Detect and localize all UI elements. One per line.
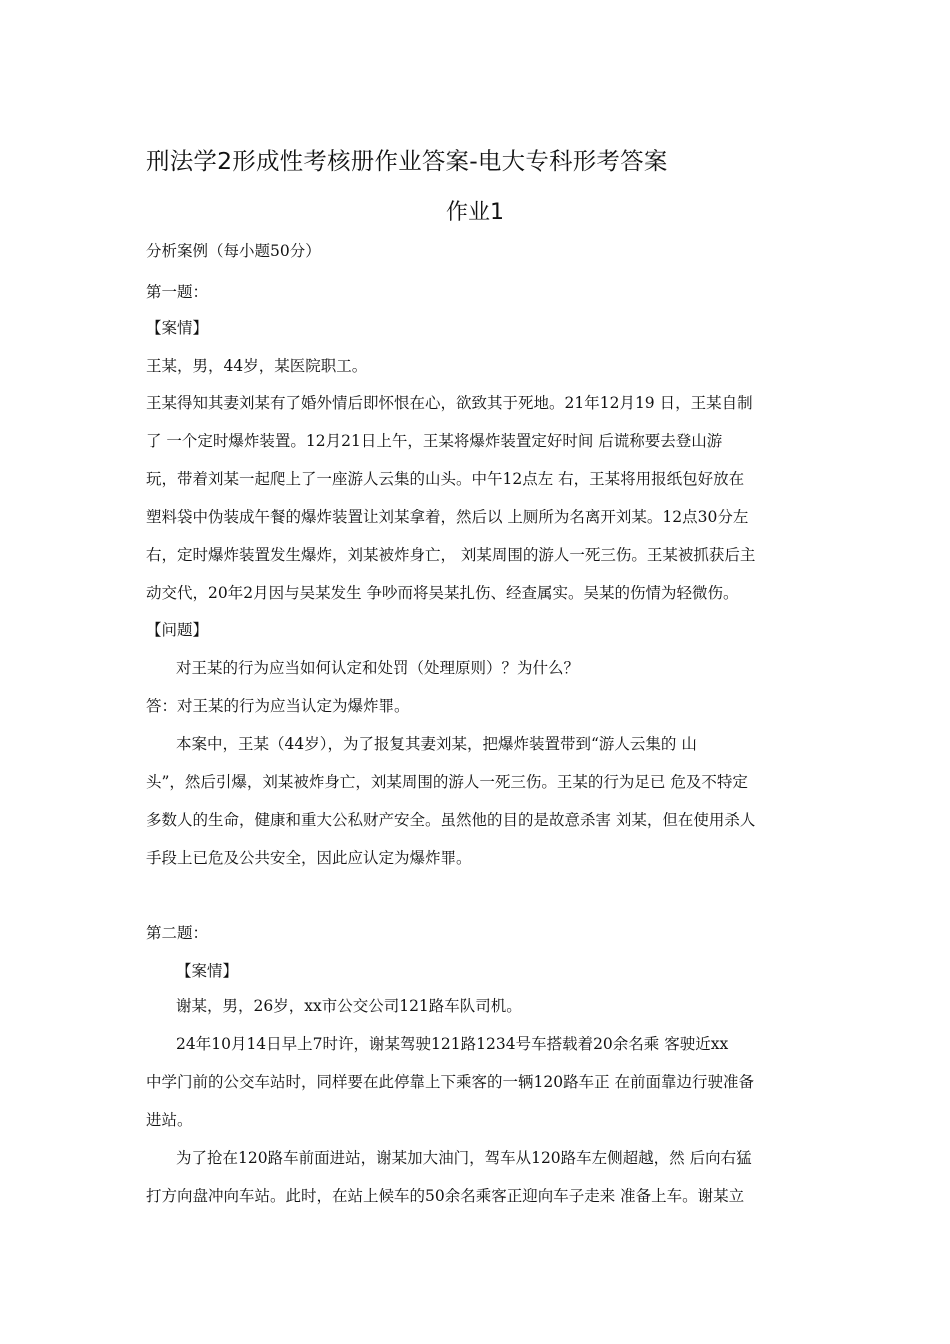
paragraph-line: 头”，然后引爆，刘某被炸身亡，刘某周围的游人一死三伤。王某的行为足已 危及不特定: [146, 773, 748, 791]
paragraph-line: 右，定时爆炸装置发生爆炸，刘某被炸身亡， 刘某周围的游人一死三伤。王某被抓获后主: [146, 546, 756, 564]
paragraph-line: 24年10月14日早上7时许，谢某驾驶121路1234号车搭载着20余名乘 客驶近xx: [176, 1035, 729, 1053]
question-label: 第一题：: [146, 283, 209, 301]
paragraph-line: 王某得知其妻刘某有了婚外情后即怀恨在心，欲致其于死地。21年12月19 日，王某自制: [146, 394, 753, 412]
section-heading: 分析案例（每小题50分）: [146, 242, 321, 260]
document-title: 刑法学2形成性考核册作业答案-电大专科形考答案: [146, 147, 668, 175]
problem-label: 【问题】: [146, 621, 209, 639]
paragraph-line: 谢某，男，26岁，xx市公交公司121路车队司机。: [176, 997, 522, 1015]
question-label: 第二题：: [146, 924, 209, 942]
paragraph-line: 玩，带着刘某一起爬上了一座游人云集的山头。中午12点左 右，王某将用报纸包好放在: [146, 470, 745, 488]
paragraph-line: 中学门前的公交车站时，同样要在此停靠上下乘客的一辆120路车正 在前面靠边行驶准备: [146, 1073, 755, 1091]
paragraph-line: 多数人的生命，健康和重大公私财产安全。虽然他的目的是故意杀害 刘某，但在使用杀人: [146, 811, 756, 829]
paragraph-line: 为了抢在120路车前面进站，谢某加大油门，驾车从120路车左侧超越，然 后向右猛: [176, 1149, 752, 1167]
case-facts-label: 【案情】: [146, 319, 209, 337]
paragraph-line: 塑料袋中伪装成午餐的爆炸装置让刘某拿着，然后以 上厕所为名离开刘某。12点30分左: [146, 508, 749, 526]
paragraph-line: 进站。: [146, 1111, 193, 1129]
paragraph-line: 王某，男，44岁，某医院职工。: [146, 357, 368, 375]
paragraph-line: 动交代，20年2月因与吴某发生 争吵而将吴某扎伤、经查属实。吴某的伤情为轻微伤。: [146, 584, 739, 602]
paragraph-line: 打方向盘冲向车站。此时，在站上候车的50余名乘客正迎向车子走来 准备上车。谢某立: [146, 1187, 745, 1205]
case-facts-label: 【案情】: [176, 962, 239, 980]
paragraph-line: 本案中，王某（44岁），为了报复其妻刘某，把爆炸装置带到“游人云集的 山: [176, 735, 697, 753]
answer-line: 答：对王某的行为应当认定为爆炸罪。: [146, 697, 410, 715]
paragraph-line: 了 一个定时爆炸装置。12月21日上午，王某将爆炸装置定好时间 后谎称要去登山游: [146, 432, 723, 450]
paragraph-line: 手段上已危及公共安全，因此应认定为爆炸罪。: [146, 849, 472, 867]
problem-text: 对王某的行为应当如何认定和处罚（处理原则）？为什么？: [176, 659, 580, 677]
assignment-heading: 作业1: [446, 200, 504, 225]
